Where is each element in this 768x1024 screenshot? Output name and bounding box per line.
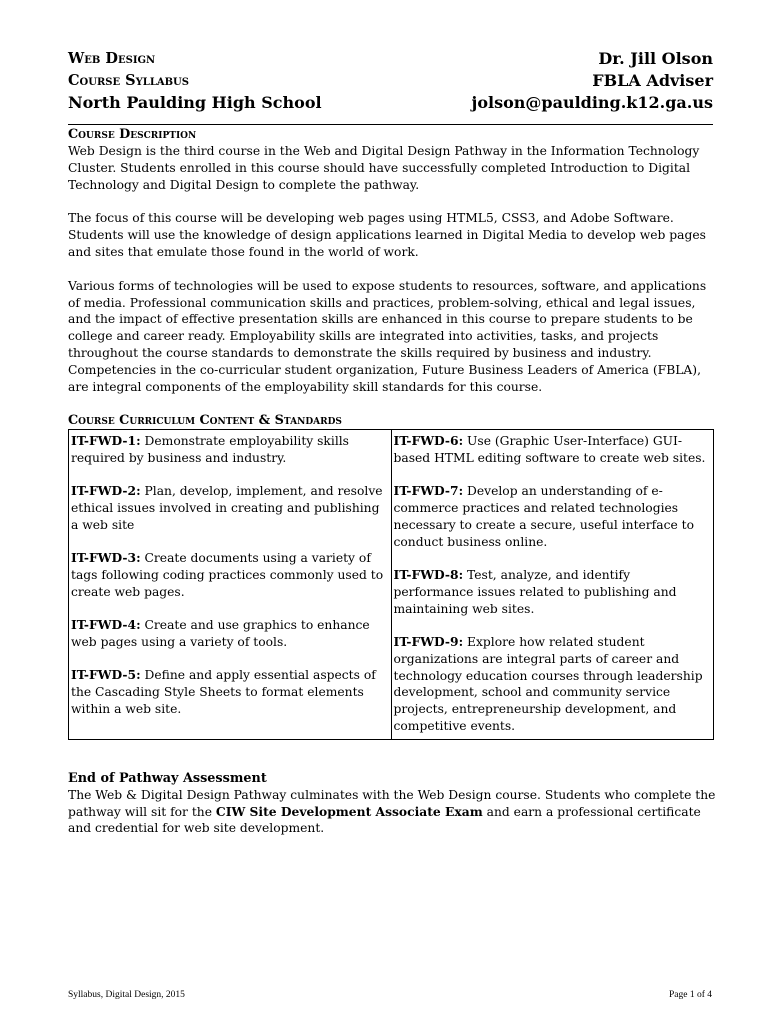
assessment-paragraph: The Web & Digital Design Pathway culminates with the Web Design course. Students who complete the pathway will sit for the CIW Site Development Associate Exam and earn a professional certificate and credential for web site development. (68, 787, 716, 836)
header-left (68, 48, 398, 114)
standard-it-fwd-1: IT-FWD-1: Demonstrate employability skills required by business and industry. (71, 433, 349, 466)
description-paragraph-3: Various forms of technologies will be used to expose students to resources, software, and applications of media. Professional communication skills and practices, problem-solving, ethical and legal issues, and the impact of effective presentation skills are enhanced in this course to prepare students to be college and career ready. Employability skills are integrated into activities, tasks, and projects throughout the course standards to demonstrate the skills required by business and industry. Competencies in the co-curricular student organization, Future Business Leaders of America (FBLA), are integral components of the employability skill standards for this course. (68, 278, 707, 394)
standard-it-fwd-7: IT-FWD-7: Develop an understanding of e-commerce practices and related technologies necessary to create a secure, useful interface to conduct business online. (393, 483, 694, 549)
footer-left: Syllabus, Digital Design, 2015 (68, 990, 185, 1000)
teacher-email: jolson@paulding.k12.ga.us (471, 93, 713, 112)
document-type: Course Syllabus (68, 72, 190, 89)
standard-it-fwd-6: IT-FWD-6: Use (Graphic User-Interface) GUI-based HTML editing software to create web sites. (393, 433, 706, 466)
standard-it-fwd-8: IT-FWD-8: Test, analyze, and identify performance issues related to publishing and maintaining web sites. (393, 567, 677, 616)
description-paragraph-1: Web Design is the third course in the Web and Digital Design Pathway in the Information Technology Cluster. Students enrolled in this course should have successfully completed Introduction to Digital Technology and Digital Design to complete the pathway. (68, 144, 700, 192)
standard-it-fwd-5: IT-FWD-5: Define and apply essential aspects of the Cascading Style Sheets to format elements within a web site. (71, 667, 376, 716)
syllabus-body (68, 126, 718, 837)
header-divider (68, 124, 713, 125)
course-description-heading: Course Description (68, 127, 197, 142)
standards-right-column (391, 430, 714, 739)
standards-table (68, 429, 714, 739)
standard-it-fwd-4: IT-FWD-4: Create and use graphics to enhance web pages using a variety of tools. (71, 617, 370, 650)
header-right (383, 48, 713, 114)
exam-name: CIW Site Development Associate Exam (215, 803, 483, 819)
course-title: Web Design (68, 50, 156, 67)
standards-left-column (69, 430, 392, 739)
curriculum-heading: Course Curriculum Content & Standards (68, 413, 342, 429)
description-paragraph-2: The focus of this course will be developing web pages using HTML5, CSS3, and Adobe Software. Students will use the knowledge of design applications learned in Digital Media to develop web pages and sites that emulate those found in the world of work. (68, 211, 706, 259)
school-name: North Paulding High School (68, 93, 322, 112)
standard-it-fwd-2: IT-FWD-2: Plan, develop, implement, and resolve ethical issues involved in creating and publishing a web site (71, 483, 383, 533)
page-number: Page 1 of 4 (668, 990, 712, 1000)
standard-it-fwd-9: IT-FWD-9: Explore how related student organizations are integral parts of career and technology education courses through leadership development, school and community service projects, entrepreneurship development, and competitive events. (393, 634, 703, 734)
standard-it-fwd-3: IT-FWD-3: Create documents using a variety of tags following coding practices commonly used to create web pages. (71, 550, 384, 599)
assessment-heading: End of Pathway Assessment (68, 770, 267, 786)
teacher-name: Dr. Jill Olson (598, 49, 713, 68)
teacher-role: FBLA Adviser (592, 71, 713, 90)
